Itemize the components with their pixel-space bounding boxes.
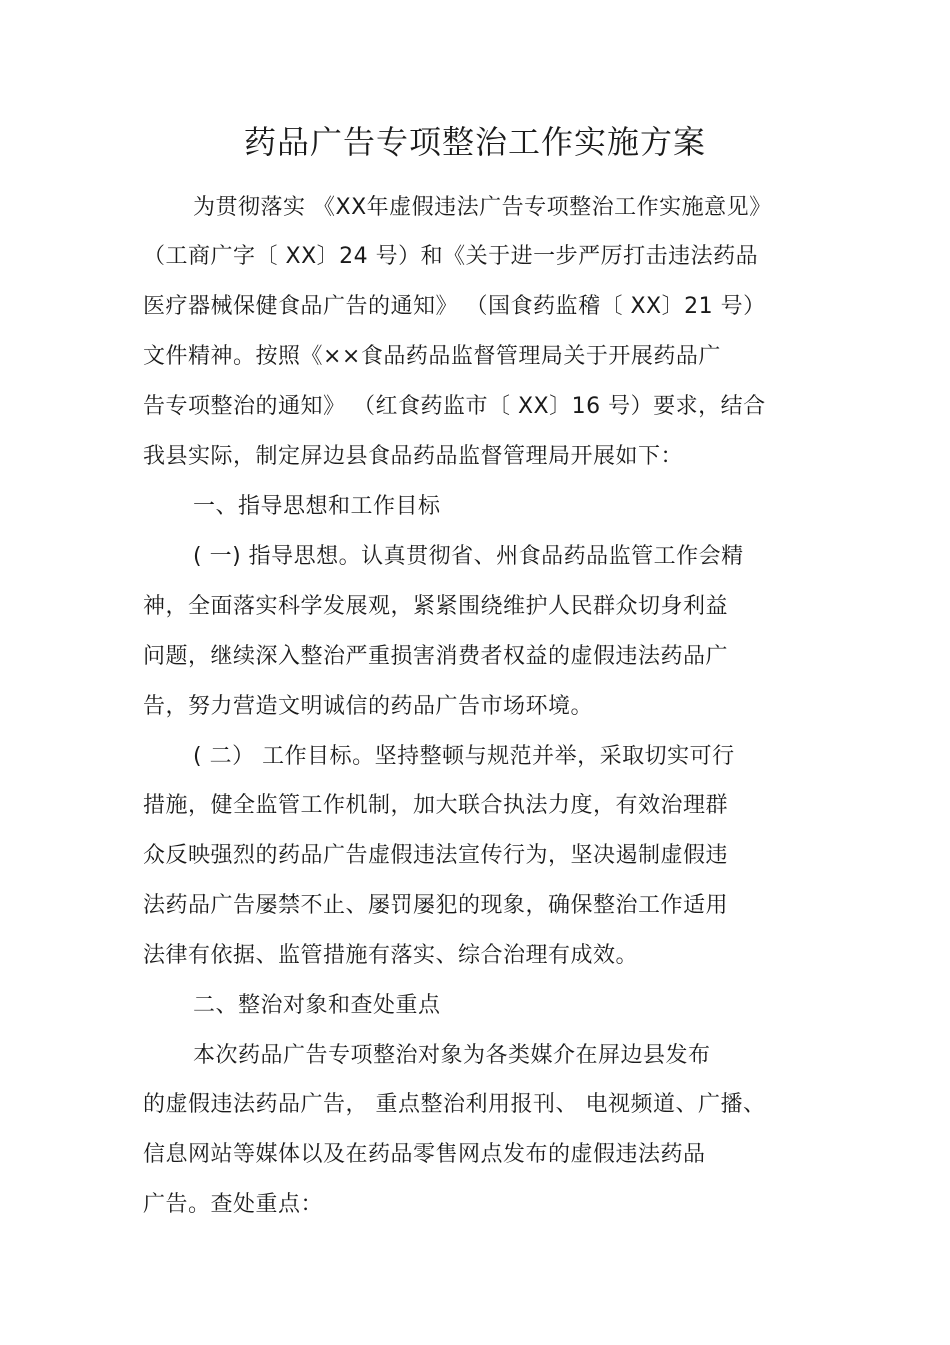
paragraph-line: 法律有依据、监管措施有落实、综合治理有成效。 [143, 943, 639, 968]
paragraph-line: 告专项整治的通知》 （红食药监市〔 XX〕16 号）要求，结合 [143, 394, 766, 419]
paragraph-line: （工商广字〔 XX〕24 号）和《关于进一步严厉打击违法药品 [143, 244, 759, 269]
paragraph-line: 众反映强烈的药品广告虚假违法宣传行为，坚决遏制虚假违 [143, 843, 729, 868]
paragraph-line: 法药品广告屡禁不止、屡罚屡犯的现象，确保整治工作适用 [143, 893, 729, 918]
paragraph-line: 本次药品广告专项整治对象为各类媒介在屏边县发布 [193, 1043, 711, 1068]
document-title: 药品广告专项整治工作实施方案 [243, 123, 706, 161]
paragraph-line: ( 二） 工作目标。坚持整顿与规范并举，采取切实可行 [193, 744, 735, 769]
paragraph-line: 文件精神。按照《××食品药品监督管理局关于开展药品广 [143, 344, 721, 369]
paragraph-line: 告，努力营造文明诚信的药品广告市场环境。 [143, 694, 594, 719]
paragraph-line: 广告。查处重点： [143, 1192, 324, 1217]
paragraph-line: 为贯彻落实 《XX年虚假违法广告专项整治工作实施意见》 [193, 195, 772, 220]
section-heading: 一、指导思想和工作目标 [193, 494, 441, 519]
paragraph-line: ( 一) 指导思想。认真贯彻省、州食品药品监管工作会精 [193, 544, 744, 569]
paragraph-line: 信息网站等媒体以及在药品零售网点发布的虚假违法药品 [143, 1142, 706, 1167]
paragraph-line: 神，全面落实科学发展观，紧紧围绕维护人民群众切身利益 [143, 594, 729, 619]
paragraph-line: 医疗器械保健食品广告的通知》 （国食药监稽〔 XX〕21 号） [143, 294, 766, 319]
paragraph-line: 我县实际，制定屏边县食品药品监督管理局开展如下： [143, 444, 684, 469]
paragraph-line: 问题，继续深入整治严重损害消费者权益的虚假违法药品广 [143, 644, 729, 669]
paragraph-line: 措施，健全监管工作机制，加大联合执法力度，有效治理群 [143, 793, 729, 818]
section-heading: 二、整治对象和查处重点 [193, 993, 441, 1018]
paragraph-line: 的虚假违法药品广告， 重点整治利用报刊、 电视频道、广播、 [143, 1092, 766, 1117]
